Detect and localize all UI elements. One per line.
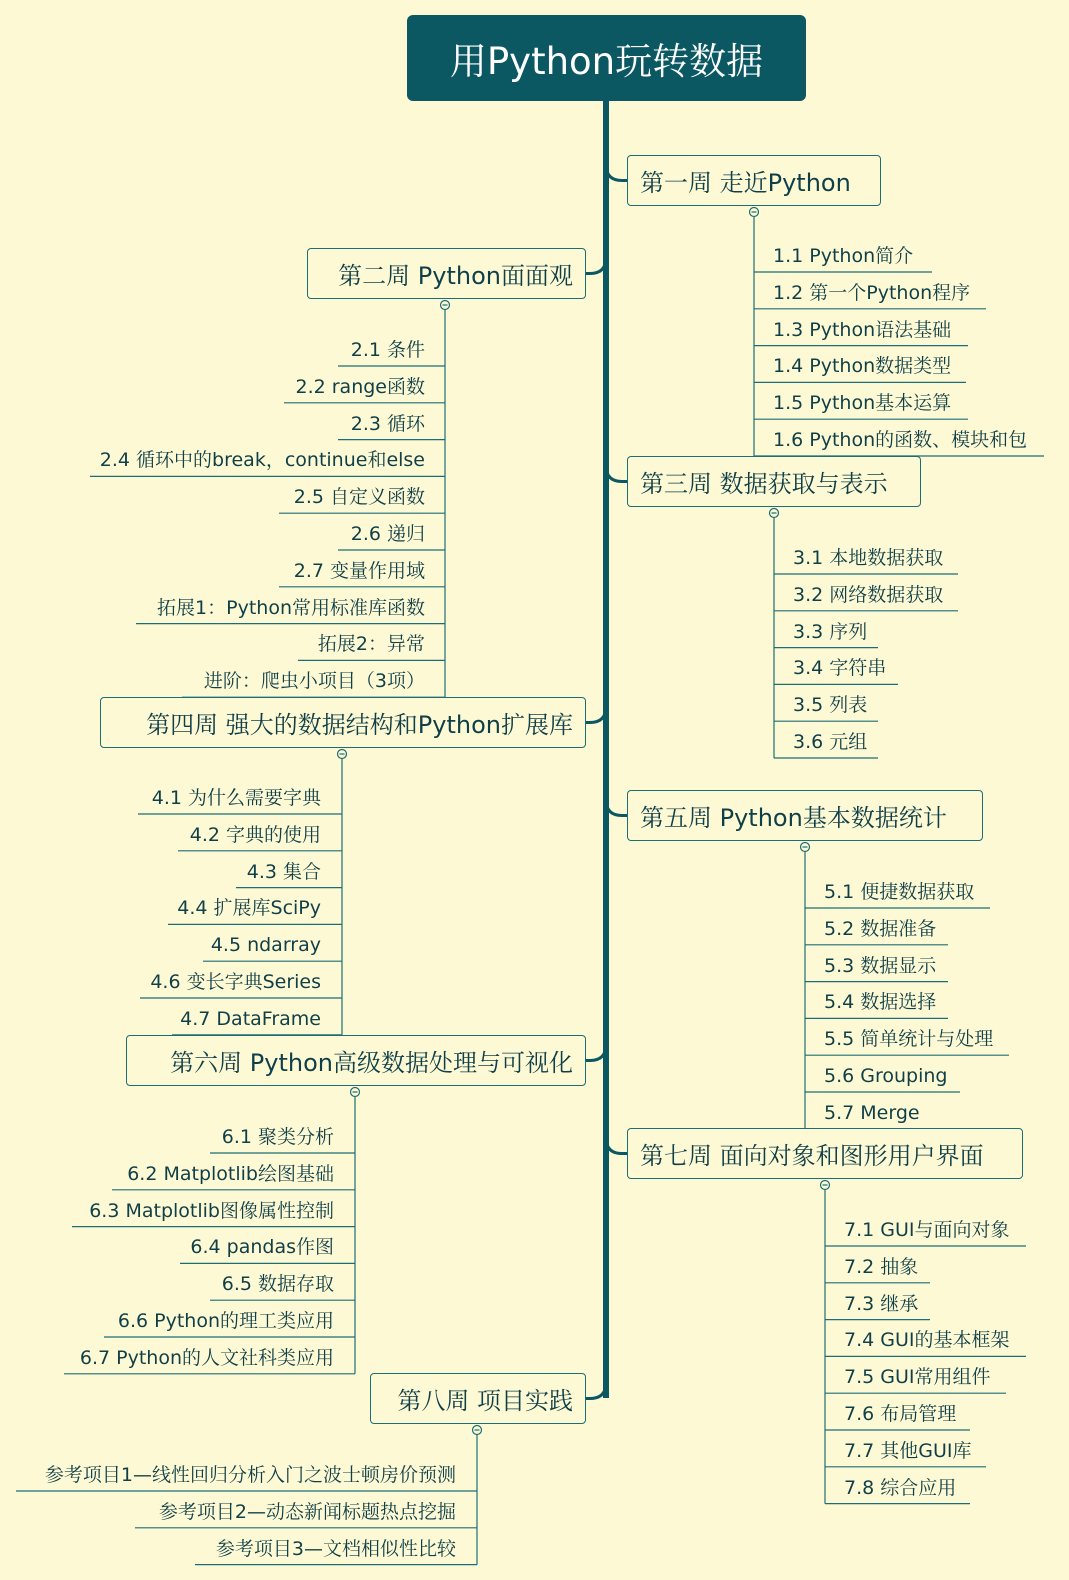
subtopic-item[interactable]: 1.6 Python的函数、模块和包 [773, 429, 1028, 451]
subtopic-item[interactable]: 3.6 元组 [793, 731, 868, 753]
week-topic-7[interactable]: 第七周 面向对象和图形用户界面 [627, 1128, 1023, 1179]
subtopic-item[interactable]: 6.2 Matplotlib绘图基础 [127, 1162, 334, 1185]
subtopic-item[interactable]: 4.4 扩展库SciPy [177, 897, 321, 920]
week-branch [606, 165, 627, 181]
subtopic-item[interactable]: 7.1 GUI与面向对象 [844, 1219, 1010, 1241]
subtopic-item[interactable]: 3.4 字符串 [793, 657, 887, 680]
week-branch [606, 1138, 627, 1154]
subtopic-item[interactable]: 拓展1：Python常用标准库函数 [157, 596, 425, 619]
subtopic-item[interactable]: 1.1 Python简介 [773, 245, 914, 267]
subtopic-item[interactable]: 7.4 GUI的基本框架 [844, 1329, 1010, 1352]
subtopic-item[interactable]: 7.2 抽象 [844, 1255, 919, 1278]
week-topic-3[interactable]: 第三周 数据获取与表示 [627, 456, 921, 507]
subtopic-item[interactable]: 6.6 Python的理工类应用 [117, 1310, 334, 1332]
subtopic-item[interactable]: 拓展2：异常 [317, 633, 425, 656]
subtopic-item[interactable]: 2.7 变量作用域 [293, 559, 425, 582]
subtopic-item[interactable]: 4.6 变长字典Series [150, 971, 321, 993]
subtopic-item[interactable]: 5.5 简单统计与处理 [824, 1028, 994, 1051]
subtopic-item[interactable]: 1.3 Python语法基础 [773, 318, 952, 341]
subtopic-item[interactable]: 5.1 便捷数据获取 [824, 881, 975, 903]
subtopic-item[interactable]: 2.4 循环中的break，continue和else [99, 449, 425, 472]
subtopic-item[interactable]: 7.5 GUI常用组件 [844, 1366, 991, 1389]
week-branch [606, 800, 627, 816]
week-topic-1[interactable]: 第一周 走近Python [627, 155, 881, 206]
subtopic-item[interactable]: 3.5 列表 [793, 694, 868, 717]
subtopic-item[interactable]: 7.6 布局管理 [844, 1403, 957, 1425]
subtopic-item[interactable]: 1.4 Python数据类型 [773, 355, 952, 378]
week-topic-4[interactable]: 第四周 强大的数据结构和Python扩展库 [100, 697, 586, 748]
subtopic-item[interactable]: 6.3 Matplotlib图像属性控制 [89, 1199, 334, 1222]
week-branch [606, 466, 627, 482]
subtopic-item[interactable]: 7.8 综合应用 [844, 1476, 957, 1499]
subtopic-item[interactable]: 4.1 为什么需要字典 [151, 787, 321, 809]
week-topic-5[interactable]: 第五周 Python基本数据统计 [627, 790, 983, 841]
subtopic-item[interactable]: 5.6 Grouping [824, 1065, 948, 1087]
subtopic-item[interactable]: 5.3 数据显示 [824, 954, 937, 977]
week-topic-2[interactable]: 第二周 Python面面观 [307, 248, 586, 299]
subtopic-item[interactable]: 4.3 集合 [246, 860, 321, 883]
subtopic-item[interactable]: 4.2 字典的使用 [189, 823, 321, 846]
subtopic-item[interactable]: 2.2 range函数 [295, 375, 425, 398]
subtopic-item[interactable]: 6.7 Python的人文社科类应用 [79, 1346, 334, 1369]
subtopic-item[interactable]: 6.5 数据存取 [221, 1273, 334, 1296]
subtopic-item[interactable]: 2.1 条件 [350, 339, 425, 361]
subtopic-item[interactable]: 5.2 数据准备 [824, 917, 937, 940]
subtopic-item[interactable]: 2.5 自定义函数 [293, 486, 425, 509]
subtopic-item[interactable]: 3.2 网络数据获取 [793, 583, 944, 606]
week-topic-8[interactable]: 第八周 项目实践 [370, 1373, 586, 1424]
subtopic-item[interactable]: 1.5 Python基本运算 [773, 392, 952, 415]
subtopic-item[interactable]: 6.4 pandas作图 [190, 1236, 334, 1259]
subtopic-item[interactable]: 7.7 其他GUI库 [844, 1439, 972, 1462]
subtopic-item[interactable]: 4.7 DataFrame [180, 1007, 321, 1030]
subtopic-item[interactable]: 参考项目1—线性回归分析入门之波士顿房价预测 [44, 1464, 456, 1486]
subtopic-item[interactable]: 2.3 循环 [350, 412, 425, 435]
subtopic-item[interactable]: 参考项目3—文档相似性比较 [215, 1537, 456, 1560]
root-topic[interactable]: 用Python玩转数据 [407, 15, 806, 101]
subtopic-item[interactable]: 1.2 第一个Python程序 [773, 281, 971, 304]
subtopic-item[interactable]: 5.4 数据选择 [824, 991, 937, 1014]
subtopic-item[interactable]: 进阶：爬虫小项目（3项） [203, 670, 425, 693]
subtopic-item[interactable]: 3.1 本地数据获取 [793, 547, 944, 569]
subtopic-item[interactable]: 2.6 递归 [350, 523, 425, 545]
subtopic-item[interactable]: 4.5 ndarray [210, 934, 321, 957]
subtopic-item[interactable]: 5.7 Merge [824, 1101, 920, 1124]
subtopic-item[interactable]: 参考项目2—动态新闻标题热点挖掘 [158, 1500, 456, 1523]
subtopic-item[interactable]: 3.3 序列 [793, 620, 868, 643]
subtopic-item[interactable]: 7.3 继承 [844, 1292, 919, 1315]
subtopic-item[interactable]: 6.1 聚类分析 [221, 1126, 334, 1148]
week-topic-6[interactable]: 第六周 Python高级数据处理与可视化 [126, 1035, 586, 1086]
